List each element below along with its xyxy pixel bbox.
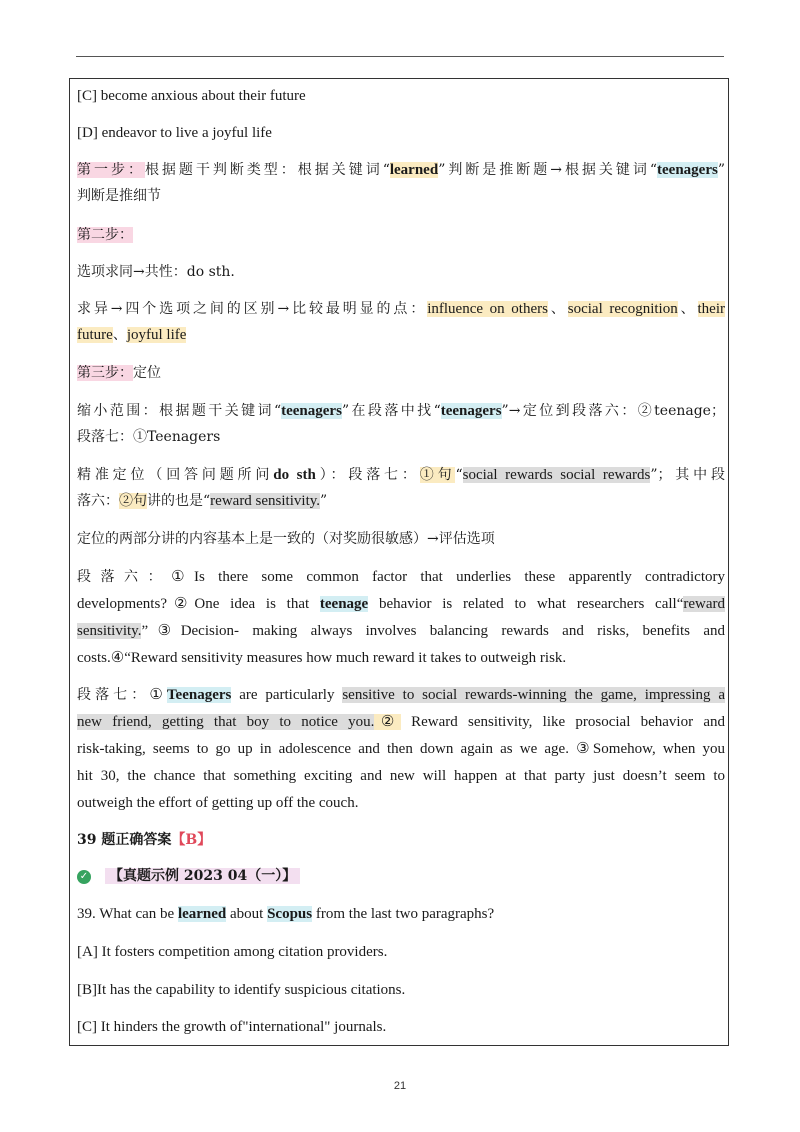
answer-line: 39 题正确答案【B】 — [77, 832, 212, 848]
q39-option-b: [B]It has the capability to identify suspicious citations. — [77, 982, 406, 998]
step2-label: 第二步： — [77, 227, 133, 243]
header-rule — [76, 56, 724, 57]
step3-heading: 第三步：定位 — [77, 365, 161, 381]
q39-option-a: [A] It fosters competition among citation providers. — [77, 944, 388, 960]
step2-diff-line1: 求异→四个选项之间的区别→比较最明显的点：influence on others、social recognition、their — [77, 301, 726, 317]
step1-label: 第一步： — [77, 162, 145, 178]
answer-value: 【B】 — [171, 832, 212, 848]
precise-line1: 精准定位（回答问题所问do sth）：段落七：①句“social rewards social rewards”；其中段 — [77, 467, 725, 483]
example-banner-line — [77, 866, 725, 886]
keyword-learned: learned — [389, 162, 439, 178]
para6-line1: 段落六：①Is there some common factor that underlies these apparently contradictory — [77, 569, 726, 585]
narrow-line1: 缩小范围：根据题干关键词“teenagers”在段落中找“teenagers”→定位到段落六：②teenage； — [77, 403, 725, 419]
precise-line2: 落六：②句讲的也是“reward sensitivity.” — [77, 493, 328, 509]
question-39: 39. What can be learned about Scopus from the last two paragraphs? — [77, 906, 495, 922]
para7-line2: new friend, getting that boy to notice you.② Reward sensitivity, like prosocial behavior and — [77, 714, 725, 730]
page-number: 21 — [393, 1080, 407, 1092]
para7-line1: 段落七：①Teenagers are particularly sensitive to social rewards-winning the game, impressing a — [77, 687, 726, 703]
step2-same: 选项求同→共性：do sth. — [77, 264, 235, 280]
q39-option-c: [C] It hinders the growth of"international" journals. — [77, 1019, 387, 1035]
para7-line3: risk-taking, seems to go up in adolescence and then down again as we age. ③Somehow, when you — [77, 741, 725, 757]
check-circle-icon: ✓ — [77, 870, 91, 884]
step1-line1: 第一步：根据题干判断类型：根据关键词“learned”判断是推断题→根据关键词“teenagers” — [77, 162, 726, 178]
step3-label: 第三步： — [77, 365, 133, 381]
para7-line4: hit 30, the chance that something exciting and new will happen at that party just doesn’t seem to — [77, 768, 725, 784]
para7-line5: outweigh the effort of getting up off the couch. — [77, 795, 359, 811]
step1-line2: 判断是推细节 — [77, 188, 161, 204]
step2-diff-line2: future、joyful life — [77, 327, 187, 343]
para6-line2: developments?②One idea is that teenage behavior is related to what researchers call“reward — [77, 596, 725, 612]
option-c: [C] become anxious about their future — [77, 88, 306, 104]
example-banner: 【真题示例 2023 04（一）】 — [105, 868, 300, 884]
para6-line4: costs.④“Reward sensitivity measures how much reward it takes to outweigh risk. — [77, 650, 567, 666]
narrow-line2: 段落七：①Teenagers — [77, 429, 221, 445]
keyword-teenagers: teenagers — [657, 162, 718, 178]
content-frame — [69, 78, 729, 1046]
conclusion: 定位的两部分讲的内容基本上是一致的（对奖励很敏感）→评估选项 — [77, 531, 495, 547]
option-d: [D] endeavor to live a joyful life — [77, 125, 272, 141]
para6-line3: sensitivity.”③Decision- making always involves balancing rewards and risks, benefits and — [77, 623, 725, 639]
